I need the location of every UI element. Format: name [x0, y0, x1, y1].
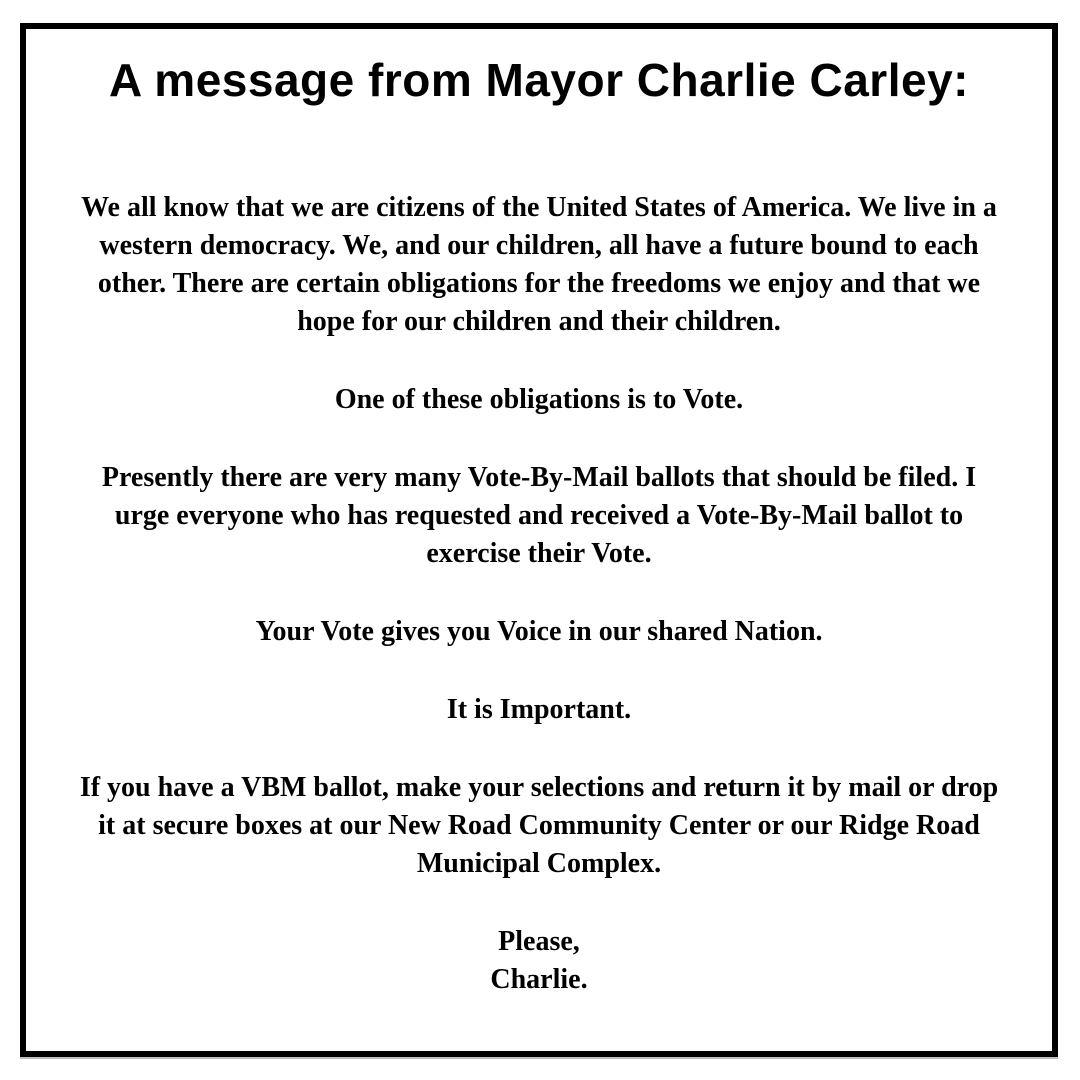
message-paragraph: Presently there are very many Vote-By-Mail ballots that should be filed. I urge everyone who has requested and received a Vote-By-Mail ballot to exercise their Vote.: [101, 461, 977, 569]
message-paragraph: It is Important.: [446, 693, 632, 725]
signoff: [78, 923, 1000, 999]
message-body: [78, 189, 1000, 999]
signoff-please: Please,: [498, 925, 580, 957]
message-paragraph: If you have a VBM ballot, make your selections and return it by mail or drop it at secure boxes at our New Road Community Center or our Ridge Road Municipal Complex.: [79, 771, 999, 879]
page-title: A message from Mayor Charlie Carley:: [109, 54, 969, 106]
poster-content: [26, 29, 1052, 999]
message-paragraph: We all know that we are citizens of the United States of America. We live in a western democracy. We, and our children, all have a future bound to each other. There are certain obligations for the freedoms we enjoy and that we hope for our children and their children.: [81, 191, 997, 337]
poster-frame: [20, 23, 1058, 1057]
signoff-name: Charlie.: [490, 963, 588, 995]
message-paragraph: One of these obligations is to Vote.: [334, 383, 744, 415]
message-paragraph: Your Vote gives you Voice in our shared Nation.: [255, 615, 823, 647]
